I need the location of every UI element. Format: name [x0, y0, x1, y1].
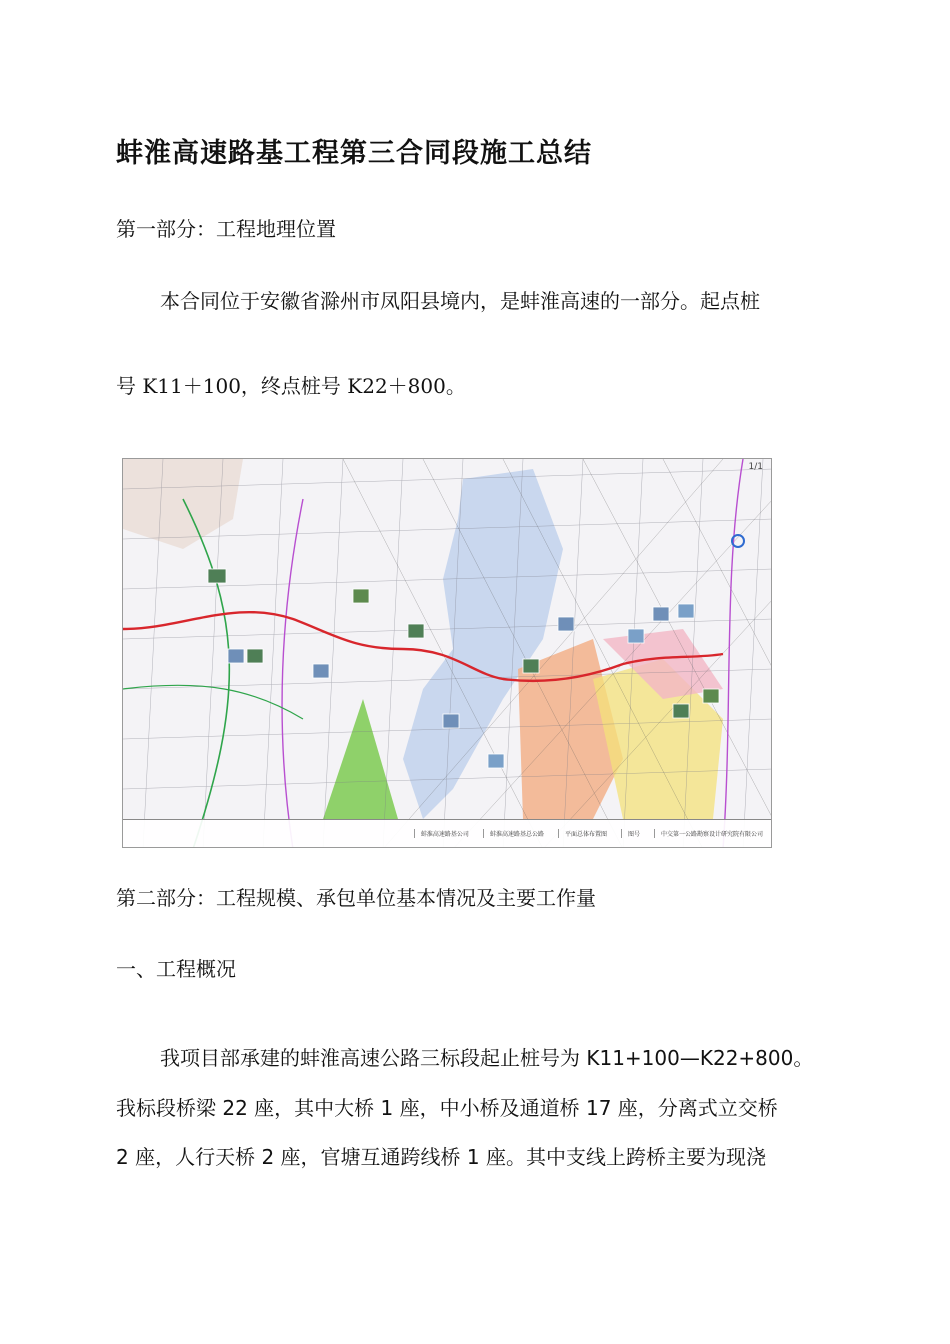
map-title-block	[123, 819, 771, 847]
map-footer-cell: 蚌淮高速路基公司	[414, 829, 469, 838]
overview-paragraph-line1	[160, 1042, 885, 1071]
part1-paragraph-line2: 号 K11＋100，终点桩号 K22＋800。	[116, 374, 466, 398]
overview-text: 座，官塘互通跨线桥	[274, 1145, 467, 1169]
map-footer-cell: 蚌淮高速路基总公路	[483, 829, 544, 838]
overview-text: 我标段桥梁	[116, 1096, 223, 1120]
overview-text: 座，其中大桥	[247, 1096, 381, 1120]
map-footer-cell: 平面总体布置图	[558, 829, 607, 838]
overview-paragraph-line3	[116, 1141, 841, 1170]
overview-number: 2	[116, 1145, 129, 1169]
overview-text: 我项目部承建的蚌淮高速公路三标段起止桩号为	[160, 1046, 587, 1070]
part2-heading: 第二部分：工程规模、承包单位基本情况及主要工作量	[116, 886, 596, 910]
section1-heading: 一、工程概况	[116, 957, 236, 981]
overview-number: 1	[466, 1145, 480, 1169]
overview-text: 。	[793, 1046, 814, 1070]
map-page-number: 1/1	[748, 462, 763, 472]
part1-heading: 第一部分：工程地理位置	[116, 217, 336, 241]
document-title: 蚌淮高速路基工程第三合同段施工总结	[116, 138, 592, 169]
overview-number: 2	[261, 1145, 275, 1169]
route-map-image	[122, 458, 772, 848]
overview-text: 座，分离式立交桥	[611, 1096, 778, 1120]
overview-text: 座。其中支线上跨桥主要为现浇	[479, 1145, 766, 1169]
overview-number: 17	[585, 1096, 612, 1120]
route-map-graphic	[123, 459, 772, 848]
map-footer-cell: 中交第一公路勘察设计研究院有限公司	[654, 829, 763, 838]
overview-number: 22	[222, 1096, 248, 1120]
overview-number: 1	[380, 1096, 394, 1120]
overview-paragraph-line2	[116, 1092, 841, 1121]
part1-paragraph-line1: 本合同位于安徽省滁州市凤阳县境内，是蚌淮高速的一部分。起点桩	[160, 289, 760, 313]
overview-stake-range: K11+100—K22+800	[586, 1046, 794, 1070]
overview-text: 座，人行天桥	[128, 1145, 262, 1169]
map-footer-cell: 图号	[621, 829, 640, 838]
overview-text: 座，中小桥及通道桥	[393, 1096, 586, 1120]
